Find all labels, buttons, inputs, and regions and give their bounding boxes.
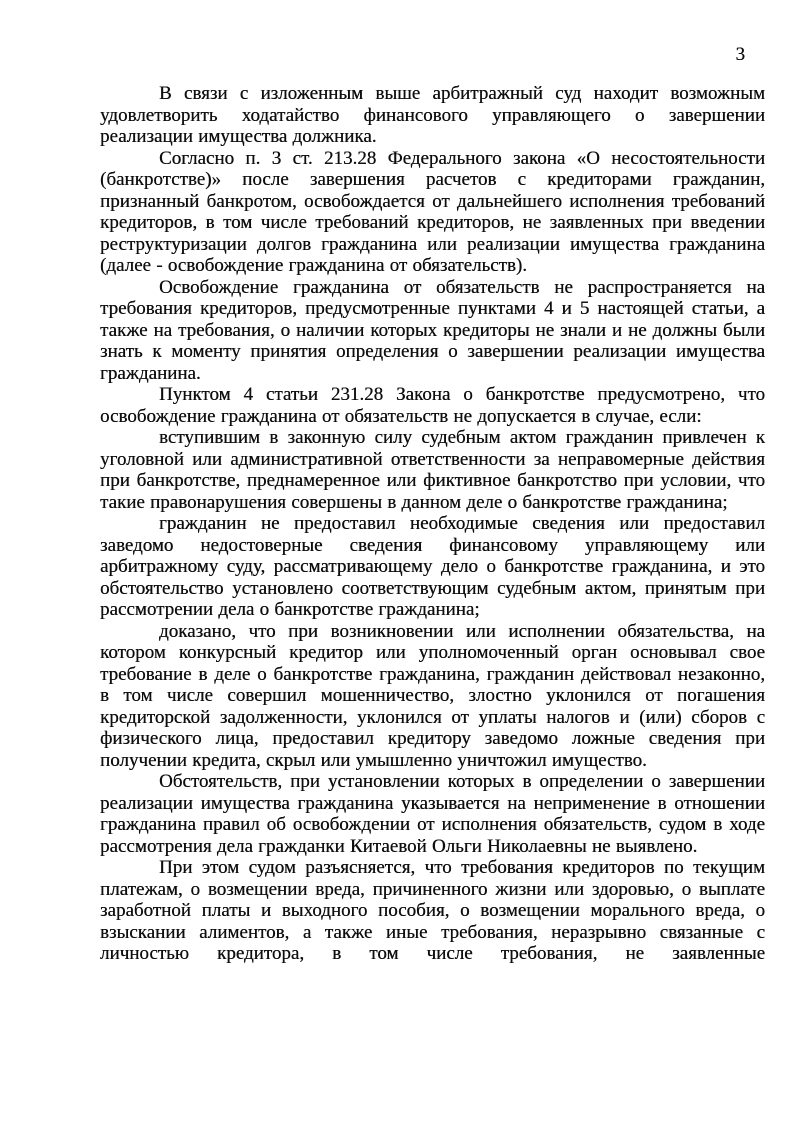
paragraph-condition-false-information: гражданин не предоставил необходимые сведения или предоставил заведомо недостоверные сведения финансовому управляющему или арбитражному суду, рассматривающему дело о банкротстве гражданина, и это обстоятельство установлено соответствующим судебным актом, принятым при рассмотрении дела о банкротстве гражданина; bbox=[100, 513, 765, 620]
document-body bbox=[100, 83, 765, 965]
paragraph-court-clarification: При этом судом разъясняется, что требования кредиторов по текущим платежам, о возмещении вреда, причиненного жизни или здоровью, о выплате заработной платы и выходного пособия, о возмещении морального вреда, о взыскании алиментов, а также иные требования, неразрывно связанные с личностью кредитора, в том числе требования, не заявленные bbox=[100, 857, 765, 964]
paragraph-condition-unlawful-actions: доказано, что при возникновении или исполнении обязательства, на котором конкурсный кредитор или уполномоченный орган основывал свое требование в деле о банкротстве гражданина, гражданин действовал незаконно, в том числе совершил мошенничество, злостно уклонился от погашения кредиторской задолженности, уклонился от уплаты налогов и (или) сборов с физического лица, предоставил кредитору заведомо ложные сведения при получении кредита, скрыл или умышленно уничтожил имущество. bbox=[100, 620, 765, 771]
paragraph-condition-criminal-liability: вступившим в законную силу судебным актом гражданин привлечен к уголовной или административной ответственности за неправомерные действия при банкротстве, преднамеренное или фиктивное банкротство при условии, что такие правонарушения совершены в данном деле о банкротстве гражданина; bbox=[100, 427, 765, 513]
paragraph-law-citation-213-28: Согласно п. 3 ст. 213.28 Федерального закона «О несостоятельности (банкротстве)» после завершения расчетов с кредиторами гражданин, признанный банкротом, освобождается от дальнейшего исполнения требований кредиторов, в том числе требований кредиторов, не заявленных при введении реструктуризации долгов гражданина или реализации имущества гражданина (далее - освобождение гражданина от обязательств). bbox=[100, 147, 765, 276]
paragraph-release-scope: Освобождение гражданина от обязательств не распространяется на требования кредиторов, предусмотренные пунктами 4 и 5 настоящей статьи, а также на требования, о наличии которых кредиторы не знали и не должны были знать к моменту принятия определения о завершении реализации имущества гражданина. bbox=[100, 276, 765, 384]
paragraph-point-4-intro: Пунктом 4 статьи 231.28 Закона о банкротстве предусмотрено, что освобождение гражданина от обязательств не допускается в случае, если: bbox=[100, 384, 765, 427]
paragraph-intro-conclusion: В связи с изложенным выше арбитражный суд находит возможным удовлетворить ходатайство финансового управляющего о завершении реализации имущества должника. bbox=[100, 83, 765, 147]
page-number: 3 bbox=[735, 44, 745, 65]
paragraph-no-circumstances-found: Обстоятельств, при установлении которых в определении о завершении реализации имущества гражданина указывается на неприменение в отношении гражданина правил об освобождении от исполнения обязательств, судом в ходе рассмотрения дела гражданки Китаевой Ольги Николаевны не выявлено. bbox=[100, 771, 765, 857]
